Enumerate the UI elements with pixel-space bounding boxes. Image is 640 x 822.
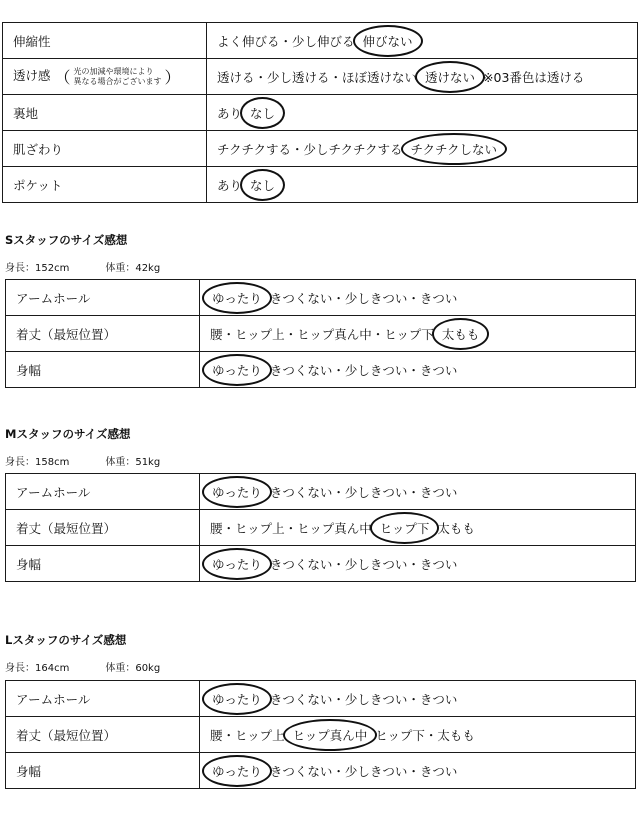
m-armhole-label: アームホール <box>6 474 200 510</box>
s-width-label: 身幅 <box>6 352 200 388</box>
m-staff-size-table <box>5 473 636 582</box>
s-width-options <box>200 352 636 388</box>
pocket-options <box>207 167 638 203</box>
sheer-note-line2: 異なる場合がございます <box>73 76 162 86</box>
lining-options <box>207 95 638 131</box>
s-length-selected-option: 太もも <box>441 326 480 342</box>
m-armhole-selected-option: ゆったり <box>212 484 262 500</box>
m-length-selected-option: ヒップ下 <box>379 520 430 536</box>
m-armhole-other-options: きつくない・少しきつい・きつい <box>269 484 458 500</box>
lining-label: 裏地 <box>3 95 207 131</box>
m-length-label: 着丈（最短位置） <box>6 510 200 546</box>
m-staff-title: Mスタッフのサイズ感想 <box>5 427 131 441</box>
sheer-note-line1: 光の加減や環境により <box>73 66 154 76</box>
s-staff-weight: 体重：42kg <box>105 263 161 274</box>
texture-row <box>3 131 638 167</box>
stretch-other-options: よく伸びる・少し伸びる <box>217 33 355 49</box>
l-width-other-options: きつくない・少しきつい・きつい <box>269 763 458 779</box>
l-staff-meta <box>5 659 160 674</box>
s-width-other-options: きつくない・少しきつい・きつい <box>269 362 458 378</box>
l-length-other-options-before: 腰・ヒップ上 <box>210 727 285 743</box>
l-length-options <box>200 717 636 753</box>
s-staff-size-table <box>5 279 636 388</box>
stretch-label: 伸縮性 <box>3 23 207 59</box>
s-width-row <box>6 352 636 388</box>
texture-selected-option: チクチクしない <box>410 141 498 157</box>
l-staff-height: 身長：164cm <box>5 663 70 674</box>
pocket-selected-option: なし <box>250 177 276 193</box>
sheer-other-options: 透ける・少し透ける・ほぼ透けない <box>217 69 418 85</box>
s-armhole-row <box>6 280 636 316</box>
texture-other-options: チクチクする・少しチクチクする <box>217 141 403 157</box>
l-staff-weight: 体重：60kg <box>105 663 161 674</box>
lining-other-options: あり <box>217 105 243 121</box>
stretch-selected-option: 伸びない <box>362 33 413 49</box>
l-armhole-row <box>6 681 636 717</box>
l-width-row <box>6 753 636 789</box>
lining-selected-option: なし <box>250 105 276 121</box>
l-length-label: 着丈（最短位置） <box>6 717 200 753</box>
l-width-selected-option: ゆったり <box>212 763 262 779</box>
sheer-label: 透け感 <box>13 68 51 83</box>
l-armhole-options <box>200 681 636 717</box>
m-length-other-options-after: 太もも <box>437 520 475 536</box>
s-length-row <box>6 316 636 352</box>
pocket-other-options: あり <box>217 177 243 193</box>
s-length-other-options: 腰・ヒップ上・ヒップ真ん中・ヒップ下 <box>210 326 434 342</box>
l-armhole-selected-option: ゆったり <box>212 691 262 707</box>
s-armhole-options <box>200 280 636 316</box>
pocket-label: ポケット <box>3 167 207 203</box>
pocket-row <box>3 167 638 203</box>
m-width-label: 身幅 <box>6 546 200 582</box>
fabric-attributes-table <box>2 22 638 203</box>
l-width-label: 身幅 <box>6 753 200 789</box>
stretch-row <box>3 23 638 59</box>
l-length-row <box>6 717 636 753</box>
texture-label: 肌ざわり <box>3 131 207 167</box>
lining-row <box>3 95 638 131</box>
m-width-selected-option: ゆったり <box>212 556 262 572</box>
sheer-label-cell <box>3 59 207 95</box>
m-width-options <box>200 546 636 582</box>
l-armhole-label: アームホール <box>6 681 200 717</box>
m-width-row <box>6 546 636 582</box>
s-width-selected-option: ゆったり <box>212 362 262 378</box>
sheer-note-paren-open: （ <box>54 68 71 87</box>
sheer-options <box>207 59 638 95</box>
s-staff-height: 身長：152cm <box>5 263 70 274</box>
s-length-options <box>200 316 636 352</box>
s-armhole-other-options: きつくない・少しきつい・きつい <box>269 290 458 306</box>
sheer-selected-option: 透けない <box>425 69 476 85</box>
m-staff-height: 身長：158cm <box>5 457 70 468</box>
l-length-other-options-after: ヒップ下・太もも <box>375 727 475 743</box>
l-width-options <box>200 753 636 789</box>
s-length-label: 着丈（最短位置） <box>6 316 200 352</box>
s-staff-title: Sスタッフのサイズ感想 <box>5 233 128 247</box>
m-length-options <box>200 510 636 546</box>
s-armhole-selected-option: ゆったり <box>212 290 262 306</box>
l-staff-title: Lスタッフのサイズ感想 <box>5 633 127 647</box>
l-length-selected-option: ヒップ真ん中 <box>292 727 368 743</box>
s-armhole-label: アームホール <box>6 280 200 316</box>
stretch-options <box>207 23 638 59</box>
l-staff-size-table <box>5 680 636 789</box>
m-length-other-options-before: 腰・ヒップ上・ヒップ真ん中 <box>210 520 372 536</box>
l-armhole-other-options: きつくない・少しきつい・きつい <box>269 691 458 707</box>
m-armhole-options <box>200 474 636 510</box>
sheer-note-paren-close: ） <box>164 68 181 87</box>
sheer-row <box>3 59 638 95</box>
m-length-row <box>6 510 636 546</box>
sheer-color-note: ※03番色は透ける <box>483 69 585 85</box>
s-staff-meta <box>5 259 160 274</box>
sheer-note <box>74 67 162 87</box>
m-width-other-options: きつくない・少しきつい・きつい <box>269 556 458 572</box>
m-armhole-row <box>6 474 636 510</box>
texture-options <box>207 131 638 167</box>
m-staff-weight: 体重：51kg <box>105 457 161 468</box>
m-staff-meta <box>5 453 160 468</box>
